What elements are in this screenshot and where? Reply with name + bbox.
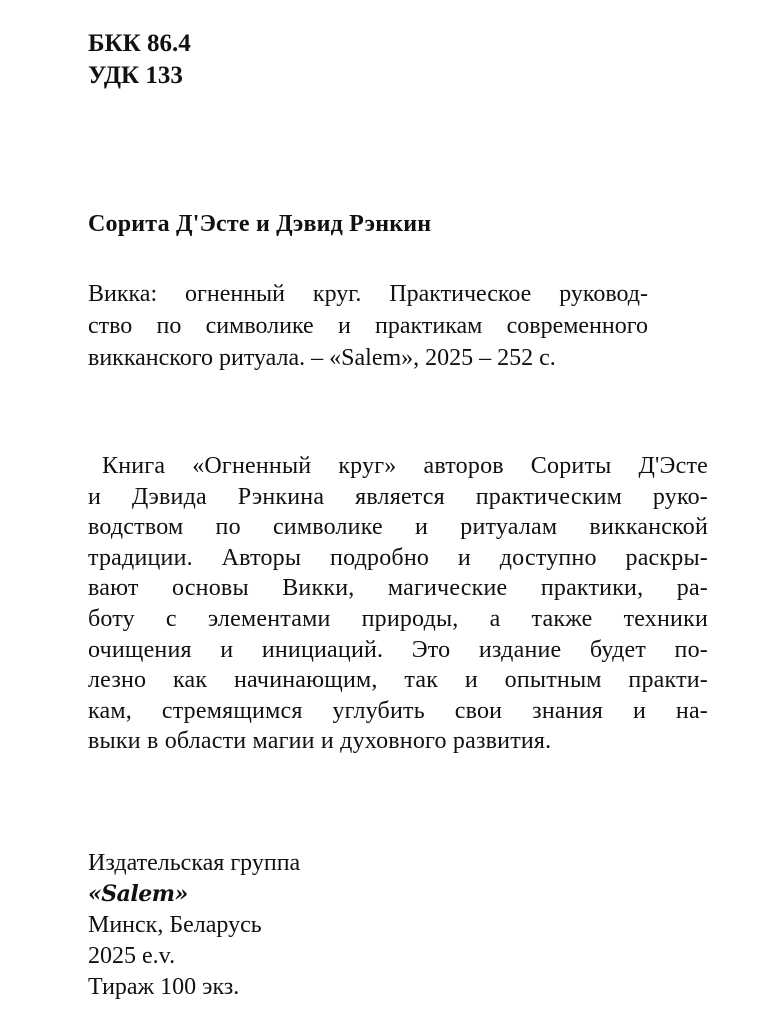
abstract-line: боту с элементами природы, а также техники [88, 605, 708, 632]
biblio-line: Викка: огненный круг. Практическое руковод- [88, 281, 648, 307]
publisher-imprint [88, 848, 300, 1003]
biblio-line: ство по символике и практикам современного [88, 313, 648, 339]
abstract-line: традиции. Авторы подробно и доступно раскры- [88, 544, 708, 571]
abstract-line: очищения и инициаций. Это издание будет по- [88, 636, 708, 663]
authors-heading: Сорита Д'Эсте и Дэвид Рэнкин [88, 211, 432, 237]
publisher-group-label: Издательская группа [88, 850, 301, 876]
bbk-code: БКК 86.4 [88, 30, 191, 57]
abstract-paragraph [88, 451, 708, 757]
abstract-line: водством по символике и ритуалам викканской [88, 514, 708, 541]
abstract-line: вают основы Викки, магические практики, ра- [88, 575, 708, 602]
abstract-line: и Дэвида Рэнкина является практическим руко- [88, 483, 708, 510]
abstract-line: Книга «Огненный круг» авторов Сориты Д'Эсте [102, 453, 708, 479]
publisher-name-logo: «Salem» [88, 881, 188, 907]
publication-year: 2025 e.v. [88, 943, 176, 969]
abstract-line: кам, стремящимся углубить свои знания и на- [88, 697, 708, 724]
print-run: Тираж 100 экз. [88, 974, 240, 1000]
abstract-line: лезно как начинающим, так и опытным практи- [88, 667, 708, 694]
publisher-location: Минск, Беларусь [88, 912, 262, 938]
bibliographic-entry [88, 278, 648, 374]
abstract-line: выки в области магии и духовного развития. [88, 728, 552, 755]
udk-code: УДК 133 [88, 62, 183, 89]
classification-block [88, 28, 191, 92]
biblio-line: викканского ритуала. – «Salem», 2025 – 252 с. [88, 345, 556, 371]
